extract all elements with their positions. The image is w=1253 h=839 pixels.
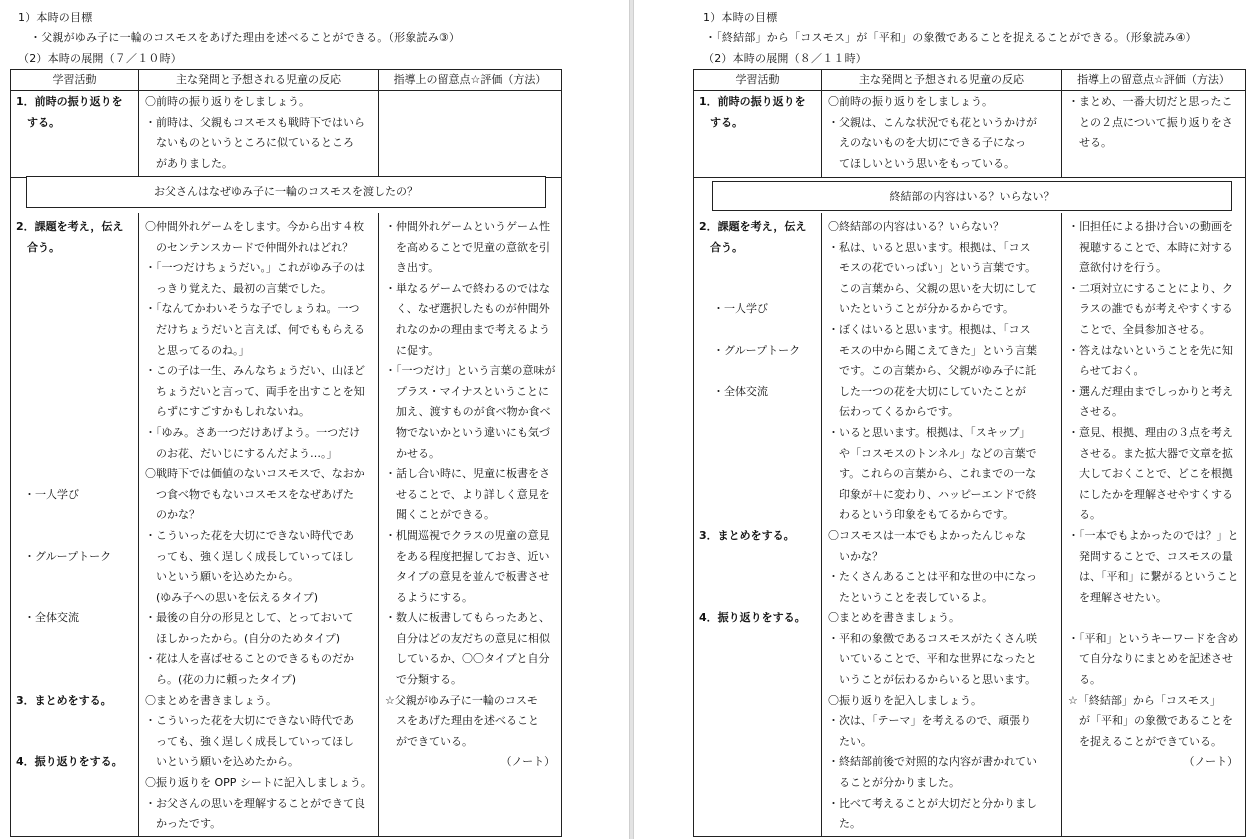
note-line: ・答えはないということを先に知 xyxy=(1068,343,1233,357)
note-line: ・旧担任による掛け合いの動画を xyxy=(1068,220,1233,233)
note-line: ・話し合い時に、児童に板書をさ xyxy=(385,467,550,481)
goal-text: ・父親がゆみ子に一輪のコスモスをあげた理由を述べることができる。（形象読み③） xyxy=(30,31,461,44)
activity-line xyxy=(16,464,123,485)
note-line: をある程度把握しておき、近い xyxy=(385,549,550,563)
activity-line xyxy=(16,320,123,341)
activity-line xyxy=(699,258,806,279)
note-line: スをあげた理由を述べること xyxy=(385,714,539,728)
column-divider xyxy=(138,70,139,177)
question-line: 〇コスモスは一本でもよかったんじゃな xyxy=(828,528,1026,542)
question-line: ほしかったから。(自分のためタイプ) xyxy=(145,631,341,645)
note-line: を理解させたい。 xyxy=(1068,590,1167,604)
question-line: 〇まとめを書きましょう。 xyxy=(828,611,960,625)
flow-heading: （2）本時の展開（７／１０時） xyxy=(18,52,182,65)
question-line: ・こういった花を大切にできない時代であ xyxy=(145,528,354,542)
note-line: ・まとめ、一番大切だと思ったこ xyxy=(1068,95,1233,108)
note-line: て自分なりにまとめを記述させ xyxy=(1068,652,1233,666)
question-line: や「コスモスのトンネル」などの言葉で xyxy=(828,446,1037,460)
activity-line xyxy=(699,485,806,506)
activity-line xyxy=(699,464,806,485)
activity-line: 1．前時の振り返りを xyxy=(16,95,123,108)
question-line: ・最後の自分の形見として、とっておいて xyxy=(145,611,354,625)
activity-line xyxy=(16,402,123,423)
activity-line xyxy=(699,423,806,444)
note-line: させる。また拡大器で文章を拡 xyxy=(1068,446,1233,460)
goal-heading: 1）本時の目標 xyxy=(18,11,93,24)
question-line: っても、強く逞しく成長していってほし xyxy=(145,549,354,563)
column-divider xyxy=(1061,213,1062,836)
note-line: タイプの意見を並んで板書させ xyxy=(385,570,550,584)
question-line: た。 xyxy=(828,817,861,831)
question-line: ちょうだいと言って、両手を出すことを知 xyxy=(145,384,365,398)
question-line: モスの中から聞こえてきた」という言葉 xyxy=(828,343,1037,357)
note-line: は、「平和」に繋がるということ xyxy=(1068,570,1239,584)
note-line: ・意見、根拠、理由の３点を考え xyxy=(1068,425,1233,439)
question-line: 〇振り返りを OPP シートに記入しましょう。 xyxy=(145,776,372,790)
question-line: のかな？ xyxy=(145,508,200,522)
column-divider xyxy=(821,213,822,836)
question-line: 〇仲間外れゲームをします。今から出す４枚 xyxy=(145,220,365,233)
question-line: ・お父さんの思いを理解することができて良 xyxy=(145,796,365,810)
question-line: のお花、だいじにするんだよう…。」 xyxy=(145,446,338,460)
row1-activity xyxy=(699,92,806,133)
question-line: いという願いを込めたから。 xyxy=(145,755,299,769)
activity-line xyxy=(16,361,123,382)
question-line: のセンテンスカードで仲間外れはどれ？ xyxy=(145,240,354,254)
question-line: たい。 xyxy=(828,734,872,748)
activity-line xyxy=(16,382,123,403)
activity-line xyxy=(699,361,806,382)
note-line: ・二項対立にすることにより、ク xyxy=(1068,281,1233,295)
note-line: ・選んだ理由までしっかりと考え xyxy=(1068,384,1233,398)
note-line: ・「一つだけ」という言葉の意味が xyxy=(385,364,556,378)
note-line: ・数人に板書してもらったあと、 xyxy=(385,611,550,625)
note-line: ・「一本でもよかったのでは？」と xyxy=(1068,528,1239,542)
question-line: ・私は、いると思います。根拠は、「コス xyxy=(828,240,1031,254)
question-line: てほしいという思いをもっている。 xyxy=(828,156,1015,170)
note-line: ・机間巡視でクラスの児童の意見 xyxy=(385,528,550,542)
header-questions: 主な発問と予想される児童の反応 xyxy=(176,73,341,86)
note-line: せる。 xyxy=(1068,136,1112,150)
question-line: ・父親は、こんな状況でも花というかけが xyxy=(828,115,1037,129)
activity-line xyxy=(699,567,806,588)
note-line: る。 xyxy=(1068,508,1101,522)
header-notes: 指導上の留意点☆評価（方法） xyxy=(393,73,547,86)
question-line: 〇前時の振り返りをしましょう。 xyxy=(145,95,310,108)
activity-line xyxy=(16,526,123,547)
question-line: 〇終結部の内容はいる？いらない？ xyxy=(828,220,1004,233)
row2-notes xyxy=(1068,217,1239,773)
activity-line: ・一人学び xyxy=(24,487,79,501)
question-line: ・終結部前後で対照的な内容が書かれてい xyxy=(828,755,1037,769)
activity-line xyxy=(16,423,123,444)
question-line: ・前時は、父親もコスモスも戦時下ではいら xyxy=(145,115,365,129)
question-line: がありました。 xyxy=(145,156,233,170)
question-line: ・いると思います。根拠は、「スキップ」 xyxy=(828,425,1031,439)
question-line: らずにすごすかもしれないね。 xyxy=(145,405,310,419)
question-line: 〇戦時下では価値のないコスモスで、なおか xyxy=(145,467,365,481)
note-line: ・単なるゲームで終わるのではな xyxy=(385,281,550,295)
activity-line: ・一人学び xyxy=(713,302,768,316)
note-line: にしたかを理解させやすくする xyxy=(1068,487,1233,501)
question-line: だけちょうだいと言えば、何でももらえる xyxy=(145,322,365,336)
header-activity: 学習活動 xyxy=(52,73,97,86)
activity-line xyxy=(699,505,806,526)
question-line: ら。(花の力に頼ったタイプ) xyxy=(145,673,297,687)
activity-line: 4．振り返りをする。 xyxy=(16,755,123,769)
row2-activity xyxy=(699,217,806,629)
question-line: ・この子は一生、みんなちょうだい、山ほど xyxy=(145,364,365,378)
note-line: せることで、より詳しく意見を xyxy=(385,487,550,501)
note-line: で分類する。 xyxy=(385,673,462,687)
note-line: （ノート） xyxy=(385,755,556,769)
activity-line xyxy=(699,279,806,300)
question-line: いていることで、平和な世界になったと xyxy=(828,652,1037,666)
activity-line xyxy=(16,649,123,670)
question-line: っきり覚えた、最初の言葉でした。 xyxy=(145,281,332,295)
note-line: が「平和」の象徴であることを xyxy=(1068,714,1233,728)
activity-line: ・全体交流 xyxy=(713,384,768,398)
question-line: たということを表しているよ。 xyxy=(828,590,993,604)
row2-questions xyxy=(145,217,372,835)
lesson-topic-box: 終結部の内容はいる？いらない？ xyxy=(712,181,1232,211)
activity-line xyxy=(16,670,123,691)
question-line: ・たくさんあることは平和な世の中になっ xyxy=(828,570,1037,584)
note-line: を高めることで児童の意欲を引 xyxy=(385,240,550,254)
note-line: しているか、〇〇タイプと自分 xyxy=(385,652,550,666)
question-line: っても、強く逞しく成長していってほし xyxy=(145,734,354,748)
row1-questions xyxy=(828,92,1037,174)
note-line: ことで、全員参加させる。 xyxy=(1068,322,1211,336)
question-line: 〇前時の振り返りをしましょう。 xyxy=(828,95,993,108)
row1-questions xyxy=(145,92,365,174)
note-line: ☆父親がゆみ子に一輪のコスモ xyxy=(385,693,538,707)
note-line: らせておく。 xyxy=(1068,364,1145,378)
question-line: と思ってるのね。」 xyxy=(145,343,250,357)
right-document-page xyxy=(636,0,1253,839)
note-line: 大しておくことで、どこを根拠 xyxy=(1068,467,1233,481)
question-line: です。この言葉から、父親がゆみ子に託 xyxy=(828,364,1037,378)
activity-line: 3．まとめをする。 xyxy=(16,693,112,707)
question-line: いかな？ xyxy=(828,549,883,563)
note-line: ・仲間外れゲームというゲーム性 xyxy=(385,220,550,233)
row2-notes xyxy=(385,217,556,773)
note-line: く、なぜ選択したものが仲間外 xyxy=(385,302,550,316)
column-divider xyxy=(821,70,822,177)
row1-notes xyxy=(1068,92,1233,154)
column-divider xyxy=(1061,70,1062,177)
lesson-table xyxy=(693,69,1246,837)
activity-line xyxy=(16,444,123,465)
row2-questions xyxy=(828,217,1037,835)
left-document-page xyxy=(0,0,626,839)
question-line: ・花は人を喜ばせることのできるものだか xyxy=(145,652,354,666)
activity-line: 4．振り返りをする。 xyxy=(699,611,806,625)
note-line: 自分はどの友だちの意見に相似 xyxy=(385,631,550,645)
note-line: を捉えることができている。 xyxy=(1068,734,1222,748)
activity-line xyxy=(699,320,806,341)
activity-line xyxy=(16,258,123,279)
note-line: 発問することで、コスモスの量 xyxy=(1068,549,1233,563)
question-line: この言葉から、父親の思いを大切にして xyxy=(828,281,1037,295)
column-divider xyxy=(378,213,379,836)
column-divider xyxy=(378,70,379,177)
question-line: いたということが分かるからです。 xyxy=(828,302,1015,316)
note-line: 聞くことができる。 xyxy=(385,508,495,522)
row-divider xyxy=(694,177,1245,178)
question-line: つ食べ物でもないコスモスをなぜあげた xyxy=(145,487,354,501)
activity-line xyxy=(699,402,806,423)
note-line: き出す。 xyxy=(385,261,440,275)
activity-line xyxy=(16,279,123,300)
activity-line xyxy=(16,732,123,753)
question-line: 伝わってくるからです。 xyxy=(828,405,959,419)
lesson-topic-box: お父さんはなぜゆみ子に一輪のコスモスを渡したの？ xyxy=(26,176,546,208)
note-line: （ノート） xyxy=(1068,755,1239,769)
activity-line xyxy=(699,547,806,568)
activity-line xyxy=(16,567,123,588)
activity-line: する。 xyxy=(699,115,743,129)
note-line: ラスの誰でもが考えやすくする xyxy=(1068,302,1233,316)
note-line: ☆「終結部」から「コスモス」 xyxy=(1068,693,1221,707)
note-line: 意欲付けを行う。 xyxy=(1068,261,1167,275)
question-line: 〇振り返りを記入しましょう。 xyxy=(828,693,982,707)
activity-line: 合う。 xyxy=(16,240,60,254)
activity-line: 2．課題を考え，伝え xyxy=(16,220,124,233)
note-line: れなのかの理由まで考えるよう xyxy=(385,322,550,336)
activity-line xyxy=(699,444,806,465)
activity-line: 2．課題を考え，伝え xyxy=(699,220,807,233)
note-line: 視聴することで、本時に対する xyxy=(1068,240,1233,254)
activity-line: ・全体交流 xyxy=(24,611,79,625)
note-line: させる。 xyxy=(1068,405,1123,419)
question-line: モスの花でいっぱい」という言葉です。 xyxy=(828,261,1037,275)
activity-line: 合う。 xyxy=(699,240,743,254)
note-line: 物でないかという違いにも気づ xyxy=(385,425,550,439)
table-header xyxy=(11,70,561,91)
note-line: ができている。 xyxy=(385,734,473,748)
question-line: ・ぼくはいると思います。根拠は、「コス xyxy=(828,322,1031,336)
activity-line xyxy=(16,299,123,320)
activity-line xyxy=(16,629,123,650)
question-line: かったです。 xyxy=(145,817,222,831)
question-line: えのないものを大切にできる子になっ xyxy=(828,136,1026,150)
question-line: わるという印象をもてるからです。 xyxy=(828,508,1015,522)
lesson-table xyxy=(10,69,562,837)
note-line: ・「平和」というキーワードを含め xyxy=(1068,631,1239,645)
activity-line: ・グループトーク xyxy=(24,549,112,563)
question-line: いうことが伝わるからいると思います。 xyxy=(828,673,1037,687)
header-notes: 指導上の留意点☆評価（方法） xyxy=(1077,73,1230,86)
activity-line: ・グループトーク xyxy=(713,343,801,357)
note-line: に促す。 xyxy=(385,343,440,357)
table-header xyxy=(694,70,1245,91)
page-divider xyxy=(629,0,634,839)
activity-line xyxy=(16,505,123,526)
row1-activity xyxy=(16,92,123,133)
question-line: ・次は、「テーマ」を考えるので、頑張り xyxy=(828,714,1032,728)
question-line: した一つの花を大切にしていたことが xyxy=(828,384,1026,398)
header-activity: 学習活動 xyxy=(735,73,780,86)
activity-line xyxy=(699,588,806,609)
question-line: いという願いを込めたから。 xyxy=(145,570,299,584)
note-line: る。 xyxy=(1068,673,1101,687)
note-line: るようにする。 xyxy=(385,590,473,604)
activity-line: 3．まとめをする。 xyxy=(699,528,795,542)
goal-text: ・「終結部」から「コスモス」が「平和」の象徴であることを捉えることができる。（形象読み④） xyxy=(705,31,1197,44)
question-line: す。これらの言葉から、これまでの一な xyxy=(828,467,1037,481)
activity-line: 1．前時の振り返りを xyxy=(699,95,806,108)
activity-line xyxy=(16,341,123,362)
column-divider xyxy=(138,213,139,836)
question-line: ・こういった花を大切にできない時代であ xyxy=(145,714,354,728)
question-line: (ゆみ子への思いを伝えるタイプ) xyxy=(145,590,319,604)
question-line: ・「ゆみ。さあ一つだけあげよう。一つだけ xyxy=(145,425,361,439)
row2-activity xyxy=(16,217,123,773)
activity-line xyxy=(16,588,123,609)
question-line: ないものというところに似ているところ xyxy=(145,136,354,150)
question-line: ・平和の象徴であるコスモスがたくさん咲 xyxy=(828,631,1037,645)
flow-heading: （2）本時の展開（８／１１時） xyxy=(703,52,867,65)
note-line xyxy=(1068,608,1239,629)
note-line: との２点について振り返りをさ xyxy=(1068,115,1233,129)
note-line: 加え、渡すものが食べ物か食べ xyxy=(385,405,551,419)
question-line: ・「なんてかわいそうな子でしょうね。一つ xyxy=(145,302,360,316)
header-questions: 主な発問と予想される児童の反応 xyxy=(859,73,1024,86)
question-line: 〇まとめを書きましょう。 xyxy=(145,693,277,707)
goal-heading: 1）本時の目標 xyxy=(703,11,778,24)
activity-line xyxy=(16,711,123,732)
note-line: かせる。 xyxy=(385,446,440,460)
question-line: 印象が＋に変わり、ハッピーエンドで終 xyxy=(828,487,1037,501)
question-line: ることが分かりました。 xyxy=(828,776,960,790)
note-line: プラス・マイナスということに xyxy=(385,384,550,398)
question-line: ・「一つだけちょうだい。」これがゆみ子のは xyxy=(145,261,365,275)
activity-line: する。 xyxy=(16,115,60,129)
question-line: ・比べて考えることが大切だと分かりまし xyxy=(828,796,1037,810)
